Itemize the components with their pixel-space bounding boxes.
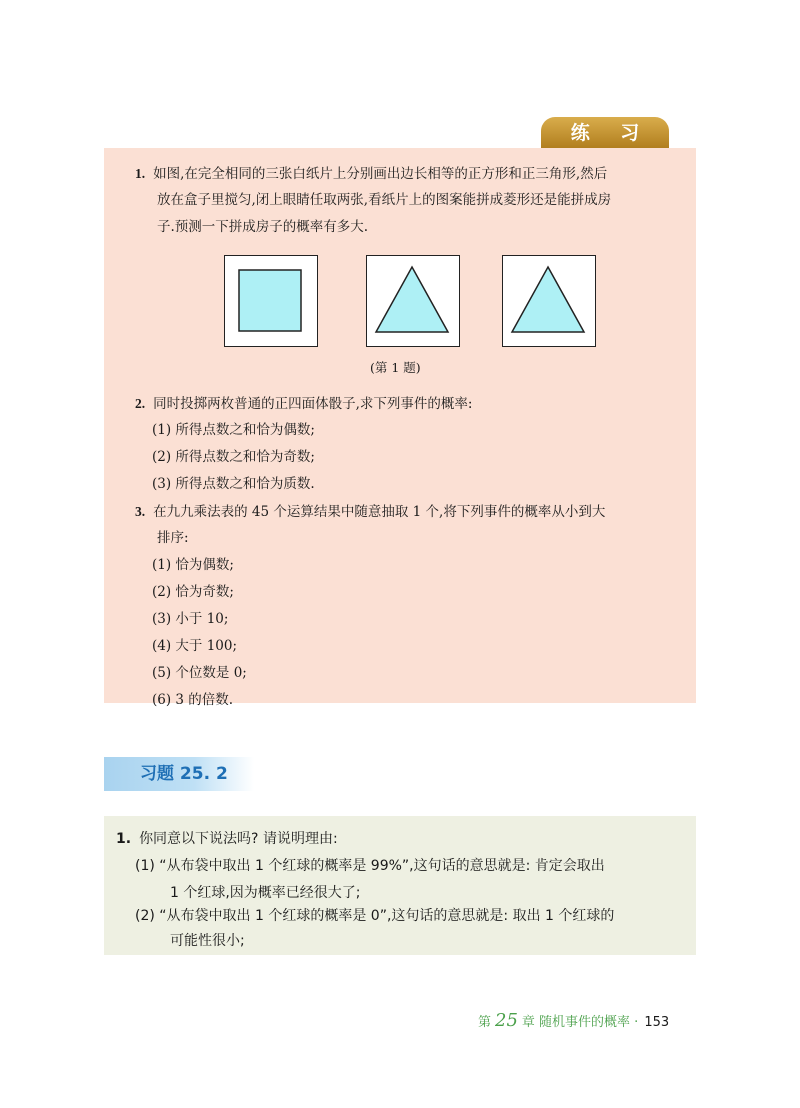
practice-question-3-item-5: (5) 个位数是 0; [152,665,247,681]
practice-question-3-line-2: 排序: [157,530,189,546]
practice-question-3-item-2: (2) 恰为奇数; [152,584,234,600]
practice-question-3-item-1: (1) 恰为偶数; [152,557,234,573]
practice-question-1-line-2: 放在盒子里搅匀,闭上眼睛任取两张,看纸片上的图案能拼成菱形还是能拼成房 [157,192,612,208]
homework-question-1-item-1a: (1) “从布袋中取出 1 个红球的概率是 99%”,这句话的意思就是: 肯定会取出 [135,858,605,874]
practice-question-1-line-3: 子.预测一下拼成房子的概率有多大. [157,219,369,235]
practice-question-3-item-3: (3) 小于 10; [152,611,229,627]
triangle-card-figure-2 [502,255,596,347]
triangle-shape-1 [367,256,458,345]
practice-question-2-line-1: 2. 同时投掷两枚普通的正四面体骰子,求下列事件的概率: [135,396,473,412]
homework-question-1-item-2b: 可能性很小; [170,933,245,949]
footer-chapter-title: 章 随机事件的概率 · [521,1015,639,1030]
practice-title-tab: 练 习 [541,117,669,149]
square-shape [225,256,316,345]
homework-question-1-item-2a: (2) “从布袋中取出 1 个红球的概率是 0”,这句话的意思就是: 取出 1 个红球的 [135,908,615,924]
footer-chapter-number: 25 [495,1010,518,1031]
homework-question-1-line-1: 1. 你同意以下说法吗? 请说明理由: [116,831,338,847]
practice-question-2-item-1: (1) 所得点数之和恰为偶数; [152,422,315,438]
triangle-shape-2 [503,256,594,345]
practice-question-1-line-1: 1. 如图,在完全相同的三张白纸片上分别画出边长相等的正方形和正三角形,然后 [135,166,608,182]
practice-question-2-item-2: (2) 所得点数之和恰为奇数; [152,449,315,465]
footer-prefix: 第 [478,1015,492,1030]
figure-caption: (第 1 题) [370,360,421,375]
square-card-figure [224,255,318,347]
practice-question-3-item-4: (4) 大于 100; [152,638,238,654]
triangle-card-figure-1 [366,255,460,347]
page-number: 153 [644,1015,670,1030]
practice-question-3-item-6: (6) 3 的倍数. [152,692,234,708]
practice-question-2-item-3: (3) 所得点数之和恰为质数. [152,476,315,492]
practice-question-3-line-1: 3. 在九九乘法表的 45 个运算结果中随意抽取 1 个,将下列事件的概率从小到大 [135,504,606,520]
homework-title-tab: 习题 25. 2 [104,757,254,791]
page-footer [478,1010,669,1031]
homework-question-1-item-1b: 1 个红球,因为概率已经很大了; [170,885,361,901]
